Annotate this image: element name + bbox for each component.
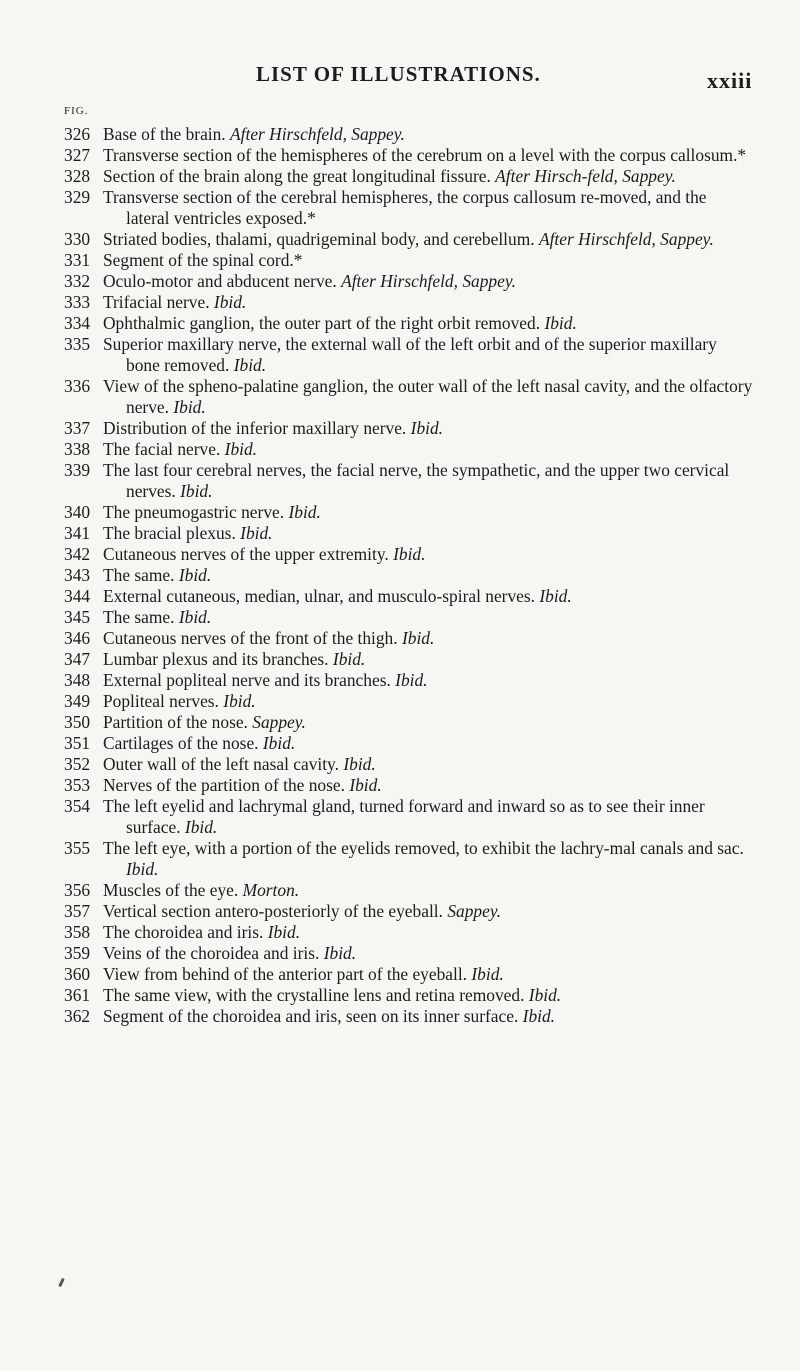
list-item <box>64 439 754 460</box>
list-item <box>64 460 754 502</box>
figure-number: 337 <box>64 418 91 438</box>
caption-source: Ibid. <box>343 754 376 774</box>
figure-caption <box>103 502 754 523</box>
figure-caption <box>103 670 754 691</box>
figure-caption <box>103 229 754 250</box>
page-number: xxiii <box>707 68 753 93</box>
caption-source: After Hirsch-feld, Sappey. <box>495 166 676 186</box>
list-item <box>64 187 754 229</box>
figure-number: 340 <box>64 502 91 522</box>
figure-caption <box>103 922 754 943</box>
list-item <box>64 985 754 1006</box>
figure-caption <box>103 334 754 376</box>
list-item <box>64 418 754 439</box>
list-item <box>64 796 754 838</box>
figure-number: 357 <box>64 901 91 921</box>
caption-text: The left eye, with a portion of the eyelids removed, to exhibit the lachry-mal canals and sac. <box>103 838 744 858</box>
caption-source: Ibid. <box>544 313 577 333</box>
figure-number: 338 <box>64 439 91 459</box>
figure-number: 355 <box>64 838 91 858</box>
figure-number: 361 <box>64 985 91 1005</box>
caption-source: Ibid. <box>240 523 273 543</box>
caption-source: Ibid. <box>223 691 256 711</box>
figure-caption <box>103 754 754 775</box>
figure-caption <box>103 628 754 649</box>
list-item <box>64 607 754 628</box>
figure-number: 333 <box>64 292 91 312</box>
caption-text: Section of the brain along the great longitudinal fissure. <box>103 166 491 186</box>
figure-caption <box>103 523 754 544</box>
figure-caption <box>103 418 754 439</box>
list-item <box>64 145 754 166</box>
caption-text: View from behind of the anterior part of the eyeball. <box>103 964 468 984</box>
figure-number: 349 <box>64 691 91 711</box>
caption-text: The last four cerebral nerves, the facial nerve, the sympathetic, and the upper two cervical nerves. <box>103 460 730 501</box>
caption-text: The choroidea and iris. <box>103 922 264 942</box>
caption-source: Ibid. <box>528 985 562 1005</box>
list-item <box>64 922 754 943</box>
figure-number: 336 <box>64 376 91 396</box>
list-item <box>64 628 754 649</box>
caption-text: The same. <box>103 565 175 585</box>
caption-text: Striated bodies, thalami, quadrigeminal body, and cerebellum. <box>103 229 535 249</box>
figure-number: 354 <box>64 796 91 816</box>
figure-caption <box>103 691 754 712</box>
figure-caption <box>103 439 754 460</box>
figure-number: 347 <box>64 649 91 669</box>
caption-text: View of the spheno-palatine ganglion, the outer wall of the left nasal cavity, and the olfactory nerve. <box>103 376 753 417</box>
figure-caption <box>103 292 754 313</box>
caption-source: Ibid. <box>288 502 321 522</box>
caption-source: Ibid. <box>401 628 435 648</box>
figure-caption <box>103 964 754 985</box>
caption-source: After Hirschfeld, Sappey. <box>341 271 516 291</box>
list-item <box>64 733 754 754</box>
figure-number: 334 <box>64 313 91 333</box>
figure-number: 358 <box>64 922 91 942</box>
caption-source: Ibid. <box>224 439 258 459</box>
list-item <box>64 964 754 985</box>
caption-source: Ibid. <box>213 292 247 312</box>
figure-number: 359 <box>64 943 91 963</box>
figure-number: 352 <box>64 754 91 774</box>
figure-caption <box>103 901 754 922</box>
caption-text: Popliteal nerves. <box>103 691 219 711</box>
caption-text: Cutaneous nerves of the front of the thigh. <box>103 628 398 648</box>
figure-number: 353 <box>64 775 91 795</box>
figure-number: 342 <box>64 544 91 564</box>
caption-text: Vertical section antero-posteriorly of the eyeball. <box>103 901 443 921</box>
figure-number: 345 <box>64 607 91 627</box>
caption-text: Lumbar plexus and its branches. <box>103 649 329 669</box>
figure-number: 344 <box>64 586 91 606</box>
caption-text: Nerves of the partition of the nose. <box>103 775 345 795</box>
caption-text: Oculo-motor and abducent nerve. <box>103 271 337 291</box>
caption-source: Ibid. <box>393 544 426 564</box>
caption-source: Ibid. <box>323 943 357 963</box>
caption-source: Ibid. <box>267 922 301 942</box>
caption-source: Ibid. <box>522 1006 556 1026</box>
figure-number: 341 <box>64 523 91 543</box>
list-item <box>64 943 754 964</box>
list-item <box>64 586 754 607</box>
caption-text: Transverse section of the hemispheres of the cerebrum on a level with the corpus callosum.* <box>103 145 747 165</box>
figure-number: 330 <box>64 229 91 249</box>
figure-number: 329 <box>64 187 91 207</box>
caption-source: Morton. <box>242 880 300 900</box>
figure-caption <box>103 250 754 271</box>
list-item <box>64 502 754 523</box>
caption-text: Trifacial nerve. <box>103 292 210 312</box>
figure-number: 348 <box>64 670 91 690</box>
figure-caption <box>103 607 754 628</box>
figure-caption <box>103 565 754 586</box>
caption-source: After Hirschfeld, Sappey. <box>230 124 405 144</box>
list-item <box>64 649 754 670</box>
caption-text: Veins of the choroidea and iris. <box>103 943 320 963</box>
figure-caption <box>103 586 754 607</box>
figure-caption <box>103 880 754 901</box>
caption-text: Ophthalmic ganglion, the outer part of the right orbit removed. <box>103 313 541 333</box>
caption-text: External popliteal nerve and its branches. <box>103 670 391 690</box>
figure-number: 326 <box>64 124 91 144</box>
list-item <box>64 544 754 565</box>
figure-number: 339 <box>64 460 91 480</box>
caption-source: Ibid. <box>539 586 572 606</box>
list-item <box>64 271 754 292</box>
caption-text: Segment of the choroidea and iris, seen on its inner surface. <box>103 1006 519 1026</box>
caption-text: The same. <box>103 607 175 627</box>
figure-caption <box>103 838 754 880</box>
figure-caption <box>103 376 754 418</box>
list-item <box>64 292 754 313</box>
caption-text: Cutaneous nerves of the upper extremity. <box>103 544 389 564</box>
caption-source: Ibid. <box>471 964 504 984</box>
caption-text: Partition of the nose. <box>103 712 248 732</box>
caption-source: Ibid. <box>173 397 206 417</box>
figure-number: 327 <box>64 145 91 165</box>
list-item <box>64 670 754 691</box>
caption-text: Outer wall of the left nasal cavity. <box>103 754 339 774</box>
caption-text: Segment of the spinal cord.* <box>103 250 303 270</box>
caption-text: The pneumogastric nerve. <box>103 502 285 522</box>
list-item <box>64 565 754 586</box>
list-item <box>64 1006 754 1027</box>
caption-source: After Hirschfeld, Sappey. <box>538 229 714 249</box>
figure-caption <box>103 985 754 1006</box>
fig-column-label: FIG. <box>64 105 89 117</box>
caption-text: Distribution of the inferior maxillary nerve. <box>103 418 407 438</box>
figure-number: 351 <box>64 733 91 753</box>
figure-caption <box>103 187 754 229</box>
list-item <box>64 712 754 733</box>
figure-number: 328 <box>64 166 91 186</box>
figure-number: 335 <box>64 334 91 354</box>
list-item <box>64 166 754 187</box>
ink-speck <box>58 1278 65 1287</box>
figure-number: 343 <box>64 565 91 585</box>
figure-caption <box>103 733 754 754</box>
caption-source: Ibid. <box>233 355 267 375</box>
list-item <box>64 754 754 775</box>
list-item <box>64 880 754 901</box>
caption-text: Muscles of the eye. <box>103 880 239 900</box>
figure-number: 331 <box>64 250 91 270</box>
running-title: LIST OF ILLUSTRATIONS. <box>256 62 541 86</box>
caption-text: External cutaneous, median, ulnar, and musculo-spiral nerves. <box>103 586 535 606</box>
list-item <box>64 376 754 418</box>
list-item <box>64 838 754 880</box>
list-item <box>64 334 754 376</box>
caption-source: Sappey. <box>252 712 306 732</box>
figure-caption <box>103 460 754 502</box>
caption-text: The left eyelid and lachrymal gland, turned forward and inward so as to see their inner surface. <box>103 796 705 837</box>
figure-number: 332 <box>64 271 91 291</box>
list-item <box>64 523 754 544</box>
figure-caption <box>103 775 754 796</box>
caption-text: Superior maxillary nerve, the external wall of the left orbit and of the superior maxillary bone removed. <box>103 334 717 375</box>
figure-caption <box>103 145 754 166</box>
caption-text: The same view, with the crystalline lens and retina removed. <box>103 985 525 1005</box>
figure-number: 360 <box>64 964 91 984</box>
caption-source: Ibid. <box>126 859 159 879</box>
caption-source: Ibid. <box>332 649 366 669</box>
list-item <box>64 775 754 796</box>
list-item <box>64 229 754 250</box>
list-item <box>64 124 754 145</box>
list-item <box>64 691 754 712</box>
caption-text: Cartilages of the nose. <box>103 733 259 753</box>
illustration-list <box>64 124 754 1027</box>
figure-number: 350 <box>64 712 91 732</box>
caption-source: Ibid. <box>410 418 444 438</box>
figure-number: 362 <box>64 1006 91 1026</box>
figure-caption <box>103 544 754 565</box>
figure-caption <box>103 271 754 292</box>
caption-source: Ibid. <box>180 481 213 501</box>
figure-caption <box>103 649 754 670</box>
page-header <box>0 62 800 102</box>
caption-text: The facial nerve. <box>103 439 221 459</box>
figure-number: 356 <box>64 880 91 900</box>
figure-caption <box>103 313 754 334</box>
caption-text: Base of the brain. <box>103 124 226 144</box>
caption-source: Ibid. <box>178 607 212 627</box>
caption-source: Ibid. <box>395 670 428 690</box>
figure-caption <box>103 1006 754 1027</box>
figure-caption <box>103 712 754 733</box>
list-item <box>64 250 754 271</box>
figure-caption <box>103 796 754 838</box>
figure-caption <box>103 124 754 145</box>
caption-source: Ibid. <box>349 775 382 795</box>
figure-caption <box>103 943 754 964</box>
caption-source: Ibid. <box>184 817 218 837</box>
caption-source: Ibid. <box>262 733 296 753</box>
figure-number: 346 <box>64 628 91 648</box>
caption-source: Sappey. <box>447 901 501 921</box>
caption-source: Ibid. <box>178 565 212 585</box>
figure-caption <box>103 166 754 187</box>
list-item <box>64 313 754 334</box>
caption-text: Transverse section of the cerebral hemispheres, the corpus callosum re-moved, and the lateral ventricles exposed.* <box>103 187 707 228</box>
caption-text: The bracial plexus. <box>103 523 236 543</box>
list-item <box>64 901 754 922</box>
